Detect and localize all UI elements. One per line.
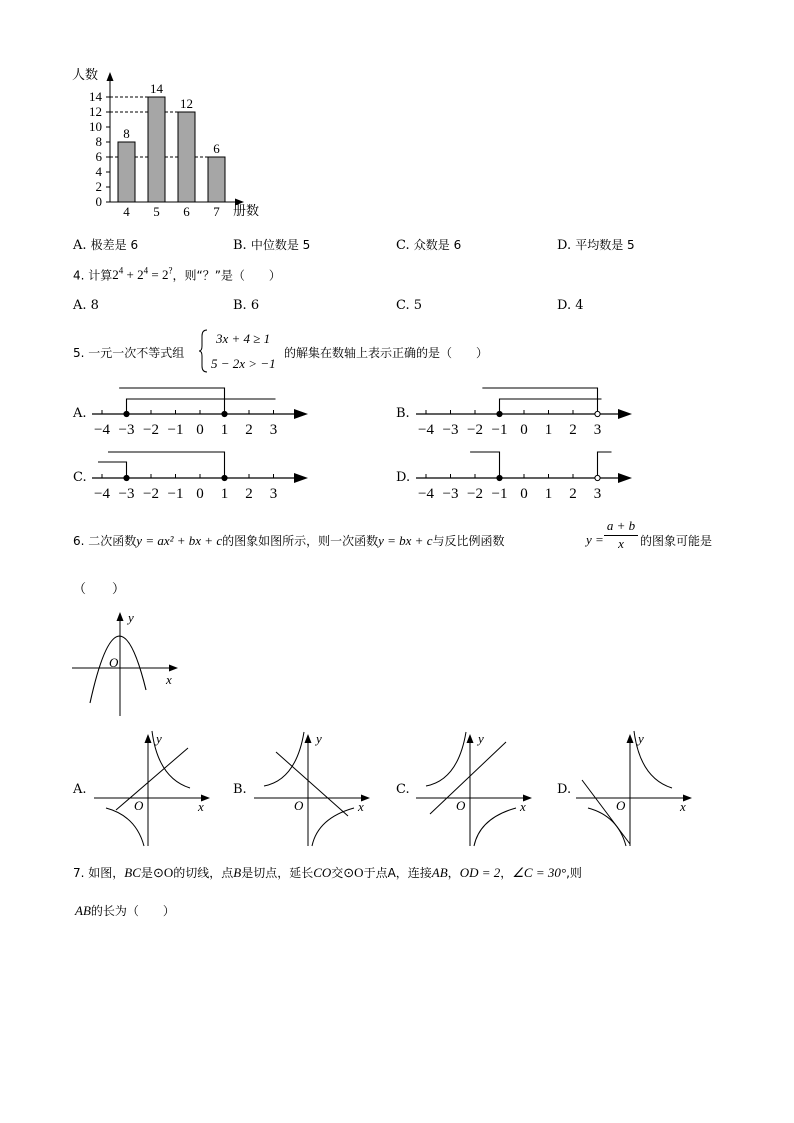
ray-right (108, 452, 225, 478)
ray-right (500, 399, 602, 414)
q6-graph-b (250, 728, 375, 848)
q6-graph-a (90, 728, 215, 848)
svg-text:y: y (478, 731, 484, 746)
q4-stem (73, 266, 281, 283)
q5-inequality-1: 3x + 4 ≥ 1 (216, 331, 271, 346)
q7-stem-line-1: 7. 如图，BC是⊙O的切线，点B是切点，延长CO交⊙O于点A，连接AB，OD = 2，∠C = 30°,则 (73, 865, 582, 880)
tick-label: 1 (544, 422, 553, 438)
q5-inequality-2: 5 − 2x > −1 (211, 356, 276, 371)
x-tick-label-7: 7 (213, 204, 220, 219)
q3-option-c-text: 众数是 6 (413, 238, 462, 252)
chart-y-arrow (107, 72, 114, 81)
svg-text:O: O (294, 798, 304, 813)
q3-bar-chart (60, 60, 280, 225)
x-tick-label-4: 4 (123, 204, 130, 219)
svg-text:O: O (616, 798, 626, 813)
q6-graph-d (572, 728, 697, 848)
y-tick-label-2: 2 (95, 179, 102, 194)
q6-origin: O (109, 655, 119, 670)
q5-number: 5. (73, 346, 85, 360)
bar-4 (118, 142, 135, 202)
q6-stem-tail: 的图象可能是 (640, 534, 713, 548)
q6-formula-quadratic: y = ax² + bx + c (136, 533, 223, 548)
closed-dot (124, 411, 129, 416)
ray-left (119, 388, 224, 414)
y-tick-label-0: 0 (95, 194, 102, 209)
q3-option-d[interactable] (557, 236, 635, 253)
closed-dot (124, 475, 129, 480)
svg-text:O: O (134, 798, 144, 813)
tick-label: −2 (143, 486, 159, 502)
q6-option-c-label[interactable]: C. (396, 782, 410, 797)
tick-label: 3 (269, 486, 278, 502)
q5-brace (199, 328, 209, 374)
q4-expression: $2^4 + 2^4 = 2^?$ (112, 266, 173, 283)
y-tick-label-4: 4 (95, 164, 102, 179)
q7-stem-line-2: AB的长为（ ） (75, 903, 175, 918)
tick-label: −3 (442, 422, 459, 438)
q5-pre: 一元一次不等式组 (88, 346, 185, 360)
bar-value-label-4: 8 (123, 126, 130, 141)
q6-option-a-label[interactable]: A. (73, 782, 87, 797)
tick-label: 1 (220, 422, 229, 438)
bar-7 (208, 157, 225, 202)
q3-option-a-text: 极差是 6 (90, 238, 139, 252)
q6-parabola-figure (68, 608, 183, 720)
bar-6 (178, 112, 195, 202)
q3-option-d-text: 平均数是 5 (575, 238, 635, 252)
q6-number: 6. (73, 534, 85, 548)
q5-option-b-label[interactable]: B. (396, 406, 410, 421)
tick-label: 2 (245, 486, 253, 502)
tick-label: 0 (520, 486, 528, 502)
q6-fraction-denominator: x (618, 536, 624, 551)
q6-formula-linear: y = bx + c (378, 533, 433, 548)
tick-label: −4 (94, 486, 110, 502)
q3-option-d-label: D. (557, 238, 572, 253)
x-tick-label-6: 6 (183, 204, 190, 219)
q5-numberline-a (88, 382, 314, 442)
q3-option-a-label: A. (73, 238, 87, 253)
y-tick-label-14: 14 (89, 89, 102, 104)
tick-label: −1 (491, 486, 508, 502)
bar-5 (148, 97, 165, 202)
q4-pre: 计算 (88, 268, 113, 283)
closed-dot (222, 411, 227, 416)
tick-label: −3 (118, 422, 135, 438)
closed-dot (497, 411, 502, 416)
q3-option-c[interactable] (396, 236, 461, 253)
ray-right (127, 399, 276, 414)
tick-label: −4 (418, 486, 434, 502)
q6-formula-inverse-fraction (604, 518, 638, 552)
svg-text:x: x (198, 799, 204, 814)
q5-stem (73, 344, 184, 361)
q5-numberline-d (412, 446, 638, 506)
y-tick-label-12: 12 (89, 104, 102, 119)
tick-label: 1 (220, 486, 229, 502)
q6-graph-c (412, 728, 537, 848)
open-dot (595, 475, 600, 480)
tick-label: 3 (593, 486, 602, 502)
bar-value-label-6: 12 (180, 96, 193, 111)
axis-arrow (618, 473, 632, 483)
open-dot (595, 411, 600, 416)
tick-label: −2 (143, 422, 159, 438)
tick-label: −1 (491, 422, 508, 438)
svg-text:O: O (456, 798, 466, 813)
q4-number: 4. (73, 268, 85, 283)
tick-label: 2 (569, 422, 577, 438)
bar-value-label-7: 6 (213, 141, 220, 156)
q4-option-c[interactable]: C. 5 (396, 298, 423, 313)
q4-option-d[interactable]: D. 4 (557, 298, 584, 313)
tick-label: −2 (467, 422, 483, 438)
svg-text:x: x (520, 799, 526, 814)
q5-option-a-label[interactable]: A. (73, 406, 87, 421)
q6-option-b-label[interactable]: B. (233, 782, 247, 797)
svg-text:x: x (680, 799, 686, 814)
x-tick-label-5: 5 (153, 204, 160, 219)
tick-label: 0 (196, 422, 204, 438)
tick-label: −1 (167, 422, 184, 438)
q6-fraction-numerator: a + b (604, 518, 638, 536)
q5-post: 的解集在数轴上表示正确的是（ ） (284, 346, 489, 360)
tick-label: 2 (569, 486, 577, 502)
closed-dot (497, 475, 502, 480)
tick-label: −1 (167, 486, 184, 502)
svg-text:y: y (316, 731, 322, 746)
q5-numberline-c (88, 446, 314, 506)
q6-stem: 6. 二次函数y = ax² + bx + c的图象如图所示，则一次函数y = bx + c与反比例函数 (73, 533, 505, 548)
q6-axis-x: x (166, 672, 172, 687)
axis-arrow (294, 473, 308, 483)
closed-dot (222, 475, 227, 480)
q6-answer-blank: （ ） (73, 582, 126, 597)
q3-option-c-label: C. (396, 238, 410, 253)
q6-axis-y: y (128, 610, 134, 625)
svg-text:y: y (638, 731, 644, 746)
tick-label: −2 (467, 486, 483, 502)
chart-xlabel: 册数 (233, 203, 260, 218)
chart-ylabel: 人数 (72, 67, 99, 82)
axis-arrow (294, 409, 308, 419)
tick-label: 1 (544, 486, 553, 502)
tick-label: 0 (196, 486, 204, 502)
q7-number: 7. (73, 866, 85, 880)
q6-formula-inverse-lhs: y = (586, 532, 604, 547)
tick-label: −4 (418, 422, 434, 438)
tick-label: 3 (269, 422, 278, 438)
tick-label: −3 (118, 486, 135, 502)
tick-label: 3 (593, 422, 602, 438)
q4-post: ，则“？”是（ ） (172, 268, 281, 283)
q3-option-a[interactable] (73, 236, 138, 253)
q3-option-b-label: B. (233, 238, 247, 253)
y-tick-label-6: 6 (95, 149, 102, 164)
svg-text:y: y (156, 731, 162, 746)
ray-right (598, 452, 612, 478)
q5-option-d-label[interactable]: D. (396, 470, 411, 485)
svg-text:x: x (358, 799, 364, 814)
y-tick-label-10: 10 (89, 119, 102, 134)
q4-option-b[interactable]: B. 6 (233, 298, 260, 313)
q5-numberline-b (412, 382, 638, 442)
tick-label: −3 (442, 486, 459, 502)
tick-label: 2 (245, 422, 253, 438)
bar-value-label-5: 14 (150, 81, 163, 96)
q3-option-b[interactable] (233, 236, 310, 253)
axis-arrow (618, 409, 632, 419)
tick-label: −4 (94, 422, 110, 438)
tick-label: 0 (520, 422, 528, 438)
q3-option-b-text: 中位数是 5 (250, 238, 311, 252)
q4-option-a[interactable]: A. 8 (73, 298, 99, 313)
q5-option-c-label[interactable]: C. (73, 470, 87, 485)
y-tick-label-8: 8 (95, 134, 102, 149)
q6-option-d-label[interactable]: D. (557, 782, 572, 797)
